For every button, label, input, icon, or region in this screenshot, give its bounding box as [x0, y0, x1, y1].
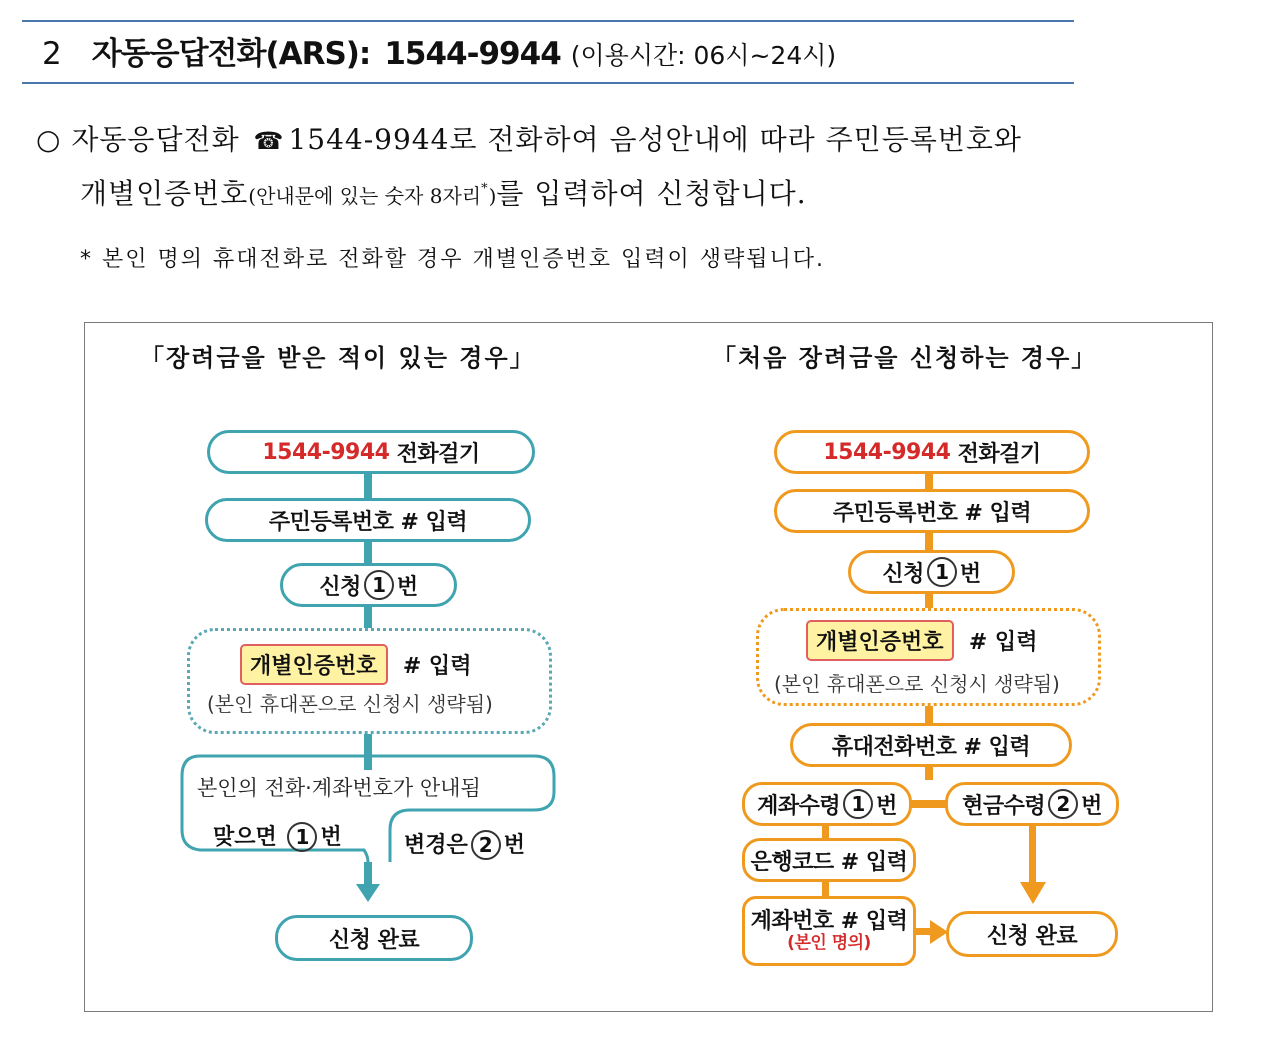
left-auth-input: # 입력: [402, 654, 472, 679]
body-line-2-text: 를 입력하여 신청합니다.: [496, 177, 807, 210]
footnote-mark: *: [481, 181, 489, 197]
right-call-label: 전화걸기: [957, 441, 1041, 467]
left-complete-step: [275, 915, 473, 961]
right-account-option: [742, 782, 912, 826]
right-flow-title: 「처음 장려금을 신청하는 경우」: [712, 344, 1098, 372]
left-guide-text: 본인의 전화·계좌번호가 안내됨: [197, 776, 481, 800]
left-correct-suffix: 번: [320, 825, 342, 850]
header-top-rule: [22, 20, 1074, 22]
left-resident-step: [205, 498, 531, 542]
right-account-number-step: [742, 896, 916, 966]
left-call-step: [207, 430, 535, 474]
right-apply-label: 신청: [882, 561, 924, 587]
left-change-option: [404, 828, 525, 860]
right-cash-option: [945, 782, 1119, 826]
section-number: 2: [42, 36, 62, 72]
header-bottom-rule: [22, 82, 1074, 84]
body-line-1: [36, 118, 1022, 158]
right-auth-highlight: 개별인증번호: [806, 620, 954, 661]
right-resident-label: 주민등록번호 # 입력: [832, 500, 1032, 526]
section-header: [28, 28, 836, 78]
right-cash-suffix: 번: [1081, 793, 1102, 819]
left-apply-num: 1: [364, 570, 394, 600]
left-correct-option: [213, 820, 342, 852]
body-line-1-text: 1544-9944로 전화하여 음성안내에 따라 주민등록번호와: [288, 123, 1022, 156]
right-cash-shaft: [1029, 826, 1036, 886]
left-arrow-head: [356, 884, 380, 904]
right-auth-note: (본인 휴대폰으로 신청시 생략됨): [774, 672, 1060, 696]
left-complete-label: 신청 완료: [328, 927, 420, 953]
left-apply-step: [280, 563, 457, 607]
right-auth-row: [806, 620, 1037, 661]
ars-phone-number: 1544-9944: [384, 36, 561, 72]
bullet-prefix: ○ 자동응답전화: [36, 123, 240, 156]
right-complete-label: 신청 완료: [986, 923, 1078, 949]
section-title: 자동응답전화(ARS):: [91, 36, 371, 72]
right-cash-label: 현금수령: [962, 793, 1046, 819]
footnote: * 본인 명의 휴대전화로 전화할 경우 개별인증번호 입력이 생략됩니다.: [80, 247, 825, 272]
right-account-label: 계좌수령: [757, 793, 841, 819]
auth-number-text: 개별인증번호: [80, 177, 249, 210]
left-change-suffix: 번: [503, 833, 526, 858]
left-apply-label: 신청: [319, 574, 361, 600]
left-auth-note: (본인 휴대폰으로 신청시 생략됨): [207, 692, 493, 716]
right-account-suffix: 번: [876, 793, 897, 819]
telephone-icon: ☎: [253, 127, 285, 155]
right-complete-step: [946, 911, 1118, 957]
left-apply-suffix: 번: [396, 574, 418, 600]
left-auth-row: [240, 644, 471, 685]
left-call-label: 전화걸기: [396, 441, 480, 467]
left-resident-label: 주민등록번호 # 입력: [268, 509, 468, 535]
left-change-label: 변경은: [404, 833, 468, 858]
right-call-step: [774, 430, 1090, 474]
right-apply-num: 1: [927, 557, 957, 587]
right-own-name-note: (본인 명의): [787, 932, 871, 953]
auth-number-note-close: ): [488, 184, 497, 208]
left-correct-num: 1: [287, 822, 317, 852]
left-correct-label: 맞으면: [213, 825, 277, 850]
right-mobile-step: [790, 723, 1072, 767]
left-flow-title: 「장려금을 받은 적이 있는 경우」: [140, 344, 536, 372]
left-change-num: 2: [471, 830, 501, 860]
service-hours: (이용시간: 06시~24시): [570, 41, 837, 70]
right-apply-step: [848, 550, 1015, 594]
right-mobile-label: 휴대전화번호 # 입력: [831, 734, 1031, 760]
right-cash-num: 2: [1048, 789, 1078, 819]
right-cash-arrow-head: [1020, 882, 1046, 906]
right-apply-suffix: 번: [959, 561, 981, 587]
right-bank-label: 은행코드 # 입력: [750, 849, 908, 875]
auth-number-note: (안내문에 있는 숫자 8자리: [248, 184, 482, 208]
right-call-number: 1544-9944: [823, 439, 951, 465]
left-call-number: 1544-9944: [262, 439, 390, 465]
right-auth-input: # 입력: [968, 630, 1038, 655]
left-auth-highlight: 개별인증번호: [240, 644, 388, 685]
right-account-num: 1: [843, 789, 873, 819]
body-line-2: [80, 172, 807, 212]
right-resident-step: [774, 489, 1090, 533]
right-bank-step: [742, 838, 916, 882]
right-account-number-label: 계좌번호 # 입력: [750, 908, 908, 934]
